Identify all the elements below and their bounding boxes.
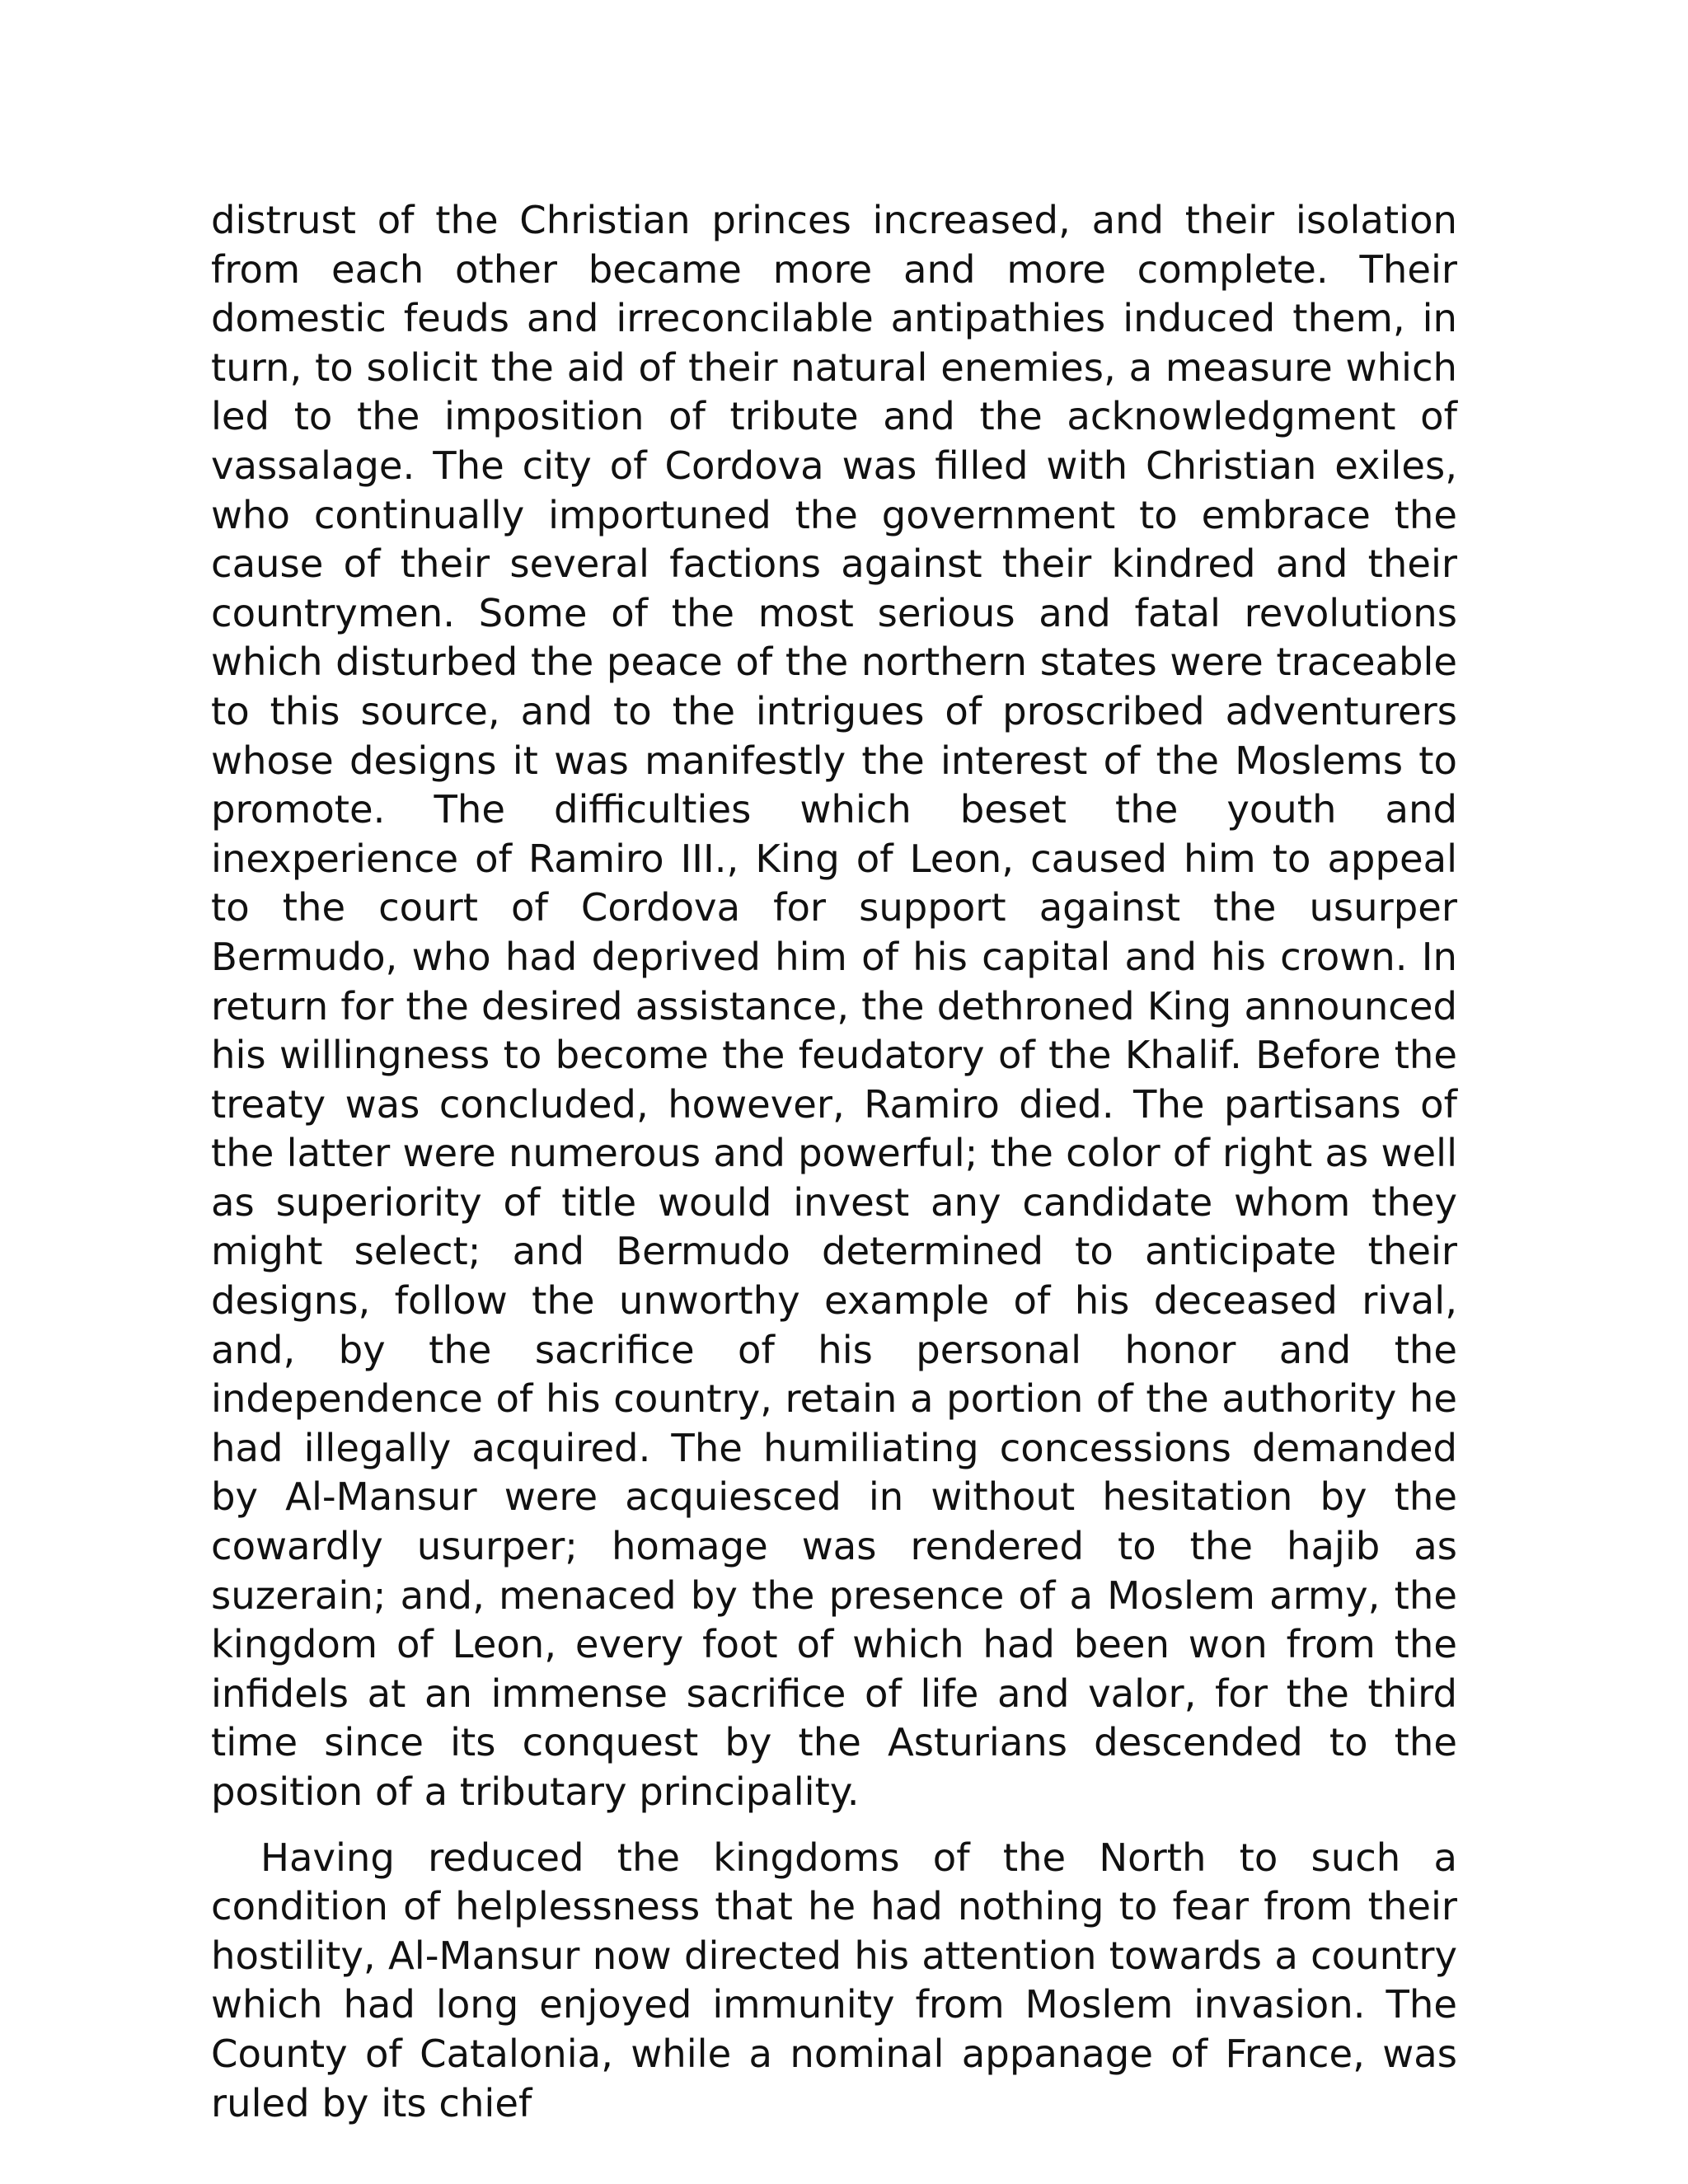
page-body — [211, 196, 1457, 2128]
paragraph: distrust of the Christian princes increased, and their isolation from each other became more and more complete. Their domestic feuds and irreconcilable antipathies induced them, in turn, to solicit the aid of their natural enemies, a measure which led to the imposition of tribute and the acknowledgment of vassalage. The city of Cordova was filled with Christian exiles, who continually importuned the government to embrace the cause of their several factions against their kindred and their countrymen. Some of the most serious and fatal revolutions which disturbed the peace of the northern states were traceable to this source, and to the intrigues of proscribed adventurers whose designs it was manifestly the interest of the Moslems to promote. The difficulties which beset the youth and inexperience of Ramiro III., King of Leon, caused him to appeal to the court of Cordova for support against the usurper Bermudo, who had deprived him of his capital and his crown. In return for the desired assistance, the dethroned King announced his willingness to become the feudatory of the Khalif. Before the treaty was concluded, however, Ramiro died. The partisans of the latter were numerous and powerful; the color of right as well as superiority of title would invest any candidate whom they might select; and Bermudo determined to anticipate their designs, follow the unworthy example of his deceased rival, and, by the sacrifice of his personal honor and the independence of his country, retain a portion of the authority he had illegally acquired. The humiliating concessions demanded by Al-Mansur were acquiesced in without hesitation by the cowardly usurper; homage was rendered to the hajib as suzerain; and, menaced by the presence of a Moslem army, the kingdom of Leon, every foot of which had been won from the infidels at an immense sacrifice of life and valor, for the third time since its conquest by the Asturians descended to the position of a tributary principality. — [211, 198, 1457, 1814]
paragraph: Having reduced the kingdoms of the North to such a condition of helplessness that he had nothing to fear from their hostility, Al-Mansur now directed his attention towards a country which had long enjoyed immunity from Moslem invasion. The County of Catalonia, while a nominal appanage of France, was ruled by its chief — [211, 1835, 1457, 2125]
